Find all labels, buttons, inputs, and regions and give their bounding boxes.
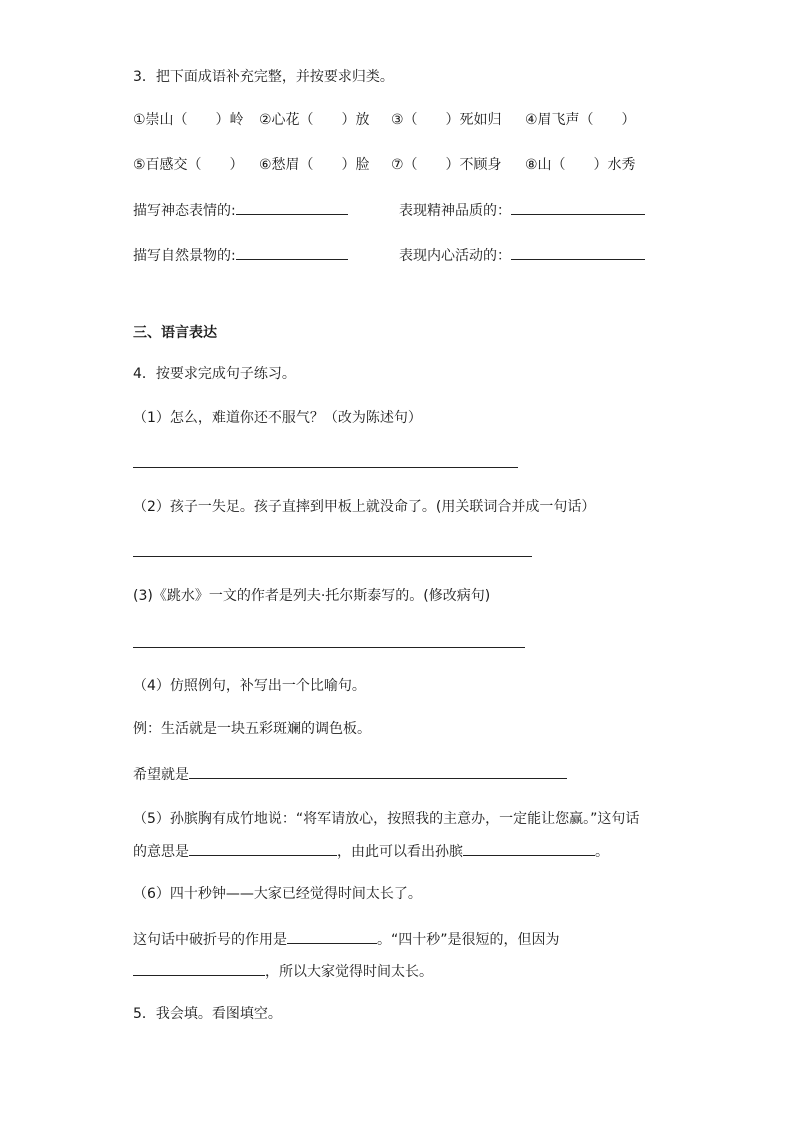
category-inner-label: 表现内心活动的： [399,248,511,264]
q4-title: 4．按要求完成句子练习。 [133,366,296,382]
idiom-7: ⑦（ ）不顾身 [391,157,502,173]
category-inner-blank[interactable] [511,245,645,260]
q4-sentence-5-line2 [133,841,609,862]
q4-simile-row [133,764,567,785]
category-spirit-label: 表现精神品质的： [399,203,511,219]
q4-sentence-3: (3)《跳水》一文的作者是列夫·托尔斯泰写的。(修改病句) [133,588,491,604]
q4-example: 例：生活就是一块五彩斑斓的调色板。 [133,721,371,737]
q4-s5-blank-2[interactable] [463,841,595,856]
q4-s6-blank-2[interactable] [133,961,265,976]
q4-sentence-6-line2 [133,929,560,950]
idiom-5: ⑤百感交（ ） [133,157,244,173]
idiom-2: ②心花（ ）放 [259,112,370,128]
idiom-3: ③（ ）死如归 [391,112,502,128]
q4-sentence-2: （2）孩子一失足。孩子直摔到甲板上就没命了。(用关联词合并成一句话） [133,499,596,515]
category-scenery-label: 描写自然景物的: [133,248,236,264]
q4-sentence-6: （6）四十秒钟——大家已经觉得时间太长了。 [133,886,422,902]
idiom-6: ⑥愁眉（ ）脸 [259,157,370,173]
q4-simile-blank[interactable] [189,764,567,779]
q3-title: 3．把下面成语补充完整，并按要求归类。 [133,69,394,85]
q4-s5-text-a: 的意思是 [133,844,189,860]
idiom-4: ④眉飞声（ ） [525,112,636,128]
q4-s6-text-b: 。“四十秒”是很短的，但因为 [377,932,560,948]
category-scenery [133,245,348,266]
q4-answer-line-3[interactable] [133,647,525,648]
q4-s5-blank-1[interactable] [189,841,337,856]
section-heading: 三、语言表达 [133,325,217,341]
category-expression-label: 描写神态表情的: [133,203,236,219]
idiom-1: ①崇山（ ）岭 [133,112,244,128]
category-scenery-blank[interactable] [236,245,348,260]
q4-sentence-5-line1: （5）孙膑胸有成竹地说：“将军请放心，按照我的主意办，一定能让您赢。”这句话 [133,811,640,827]
q4-sentence-6-line3 [133,961,433,982]
q4-sentence-4: （4）仿照例句，补写出一个比喻句。 [133,678,366,694]
category-inner [399,245,645,266]
category-expression [133,200,348,221]
category-expression-blank[interactable] [236,200,348,215]
category-spirit [399,200,645,221]
q4-s5-text-c: 。 [595,844,609,860]
category-spirit-blank[interactable] [511,200,645,215]
q4-s5-text-b: ，由此可以看出孙膑 [337,844,463,860]
q4-s6-text-a: 这句话中破折号的作用是 [133,932,287,948]
q4-s6-text-c: ，所以大家觉得时间太长。 [265,964,433,980]
q5-title: 5．我会填。看图填空。 [133,1006,282,1022]
q4-s6-blank-1[interactable] [287,929,377,944]
q4-answer-line-2[interactable] [133,556,532,557]
idiom-8: ⑧山（ ）水秀 [525,157,636,173]
q4-sentence-1: （1）怎么，难道你还不服气？（改为陈述句） [133,410,422,426]
q4-simile-prompt: 希望就是 [133,767,189,783]
q4-answer-line-1[interactable] [133,467,518,468]
